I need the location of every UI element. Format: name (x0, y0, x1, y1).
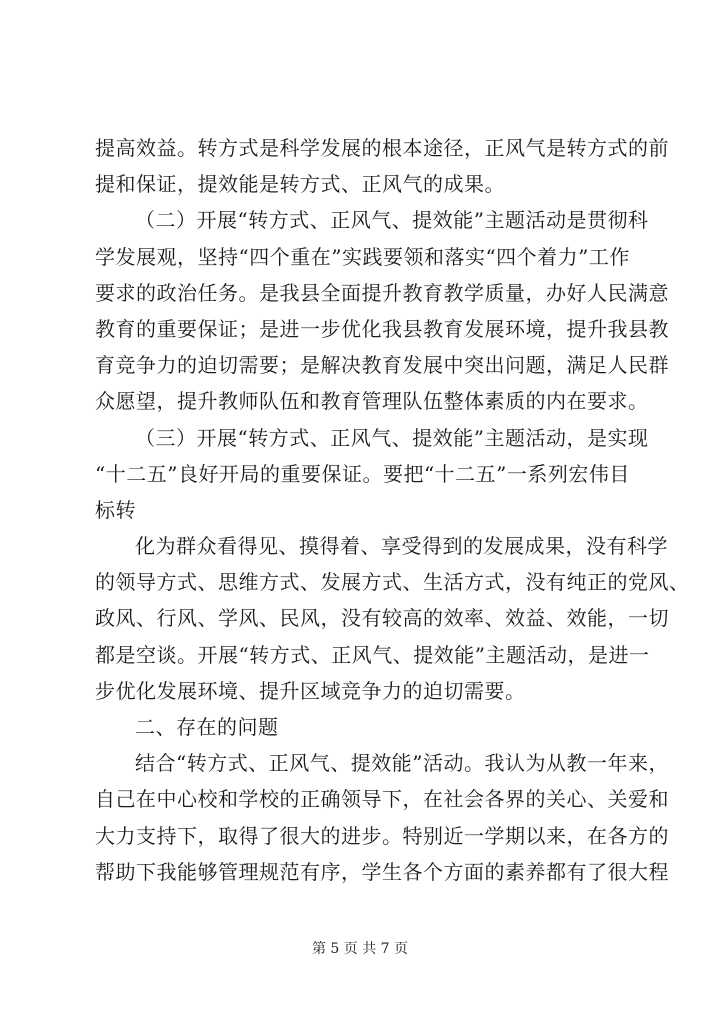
text-line: 结合“转方式、正风气、提效能”活动。我认为从教一年来， (135, 751, 669, 776)
text-line: 育竞争力的迫切需要；是解决教育发展中突出问题，满足人民群 (95, 353, 669, 378)
text-line: 要求的政治任务。是我县全面提升教育教学质量，办好人民满意 (95, 280, 669, 305)
text-line: 提高效益。转方式是科学发展的根本途径，正风气是转方式的前 (95, 136, 669, 160)
text-line: 的领导方式、思维方式、发展方式、生活方式，没有纯正的党风、 (95, 570, 690, 595)
text-line: 自己在中心校和学校的正确领导下，在社会各界的关心、关爱和 (95, 787, 669, 812)
text-line: 标转 (95, 497, 136, 522)
text-line: 学发展观，坚持“四个重在”实践要领和落实“四个着力”工作 (95, 244, 630, 269)
text-line: “十二五”良好开局的重要保证。要把“十二五”一系列宏伟目 (95, 461, 630, 486)
text-line: 步优化发展环境、提升区域竞争力的迫切需要。 (95, 678, 526, 703)
text-line: 大力支持下，取得了很大的进步。特别近一学期以来，在各方的 (95, 823, 669, 848)
text-line: 帮助下我能够管理规范有序，学生各个方面的素养都有了很大程 (95, 859, 669, 884)
text-line: 二、存在的问题 (135, 715, 279, 739)
page-number-footer: 第 5 页 共 7 页 (311, 941, 409, 957)
text-line: 政风、行风、学风、民风，没有较高的效率、效益、效能，一切 (95, 606, 669, 631)
text-line: （三）开展“转方式、正风气、提效能”主题活动，是实现 (135, 425, 649, 450)
text-line: （二）开展“转方式、正风气、提效能”主题活动是贯彻科 (135, 208, 649, 233)
text-line: 都是空谈。开展“转方式、正风气、提效能”主题活动，是进一 (95, 642, 650, 667)
text-line: 化为群众看得见、摸得着、享受得到的发展成果，没有科学 (135, 534, 668, 559)
text-line: 众愿望，提升教师队伍和教育管理队伍整体素质的内在要求。 (95, 389, 649, 414)
text-line: 提和保证，提效能是转方式、正风气的成果。 (95, 172, 505, 197)
text-line: 教育的重要保证；是进一步优化我县教育发展环境，提升我县教 (95, 316, 669, 341)
document-body (95, 130, 690, 890)
